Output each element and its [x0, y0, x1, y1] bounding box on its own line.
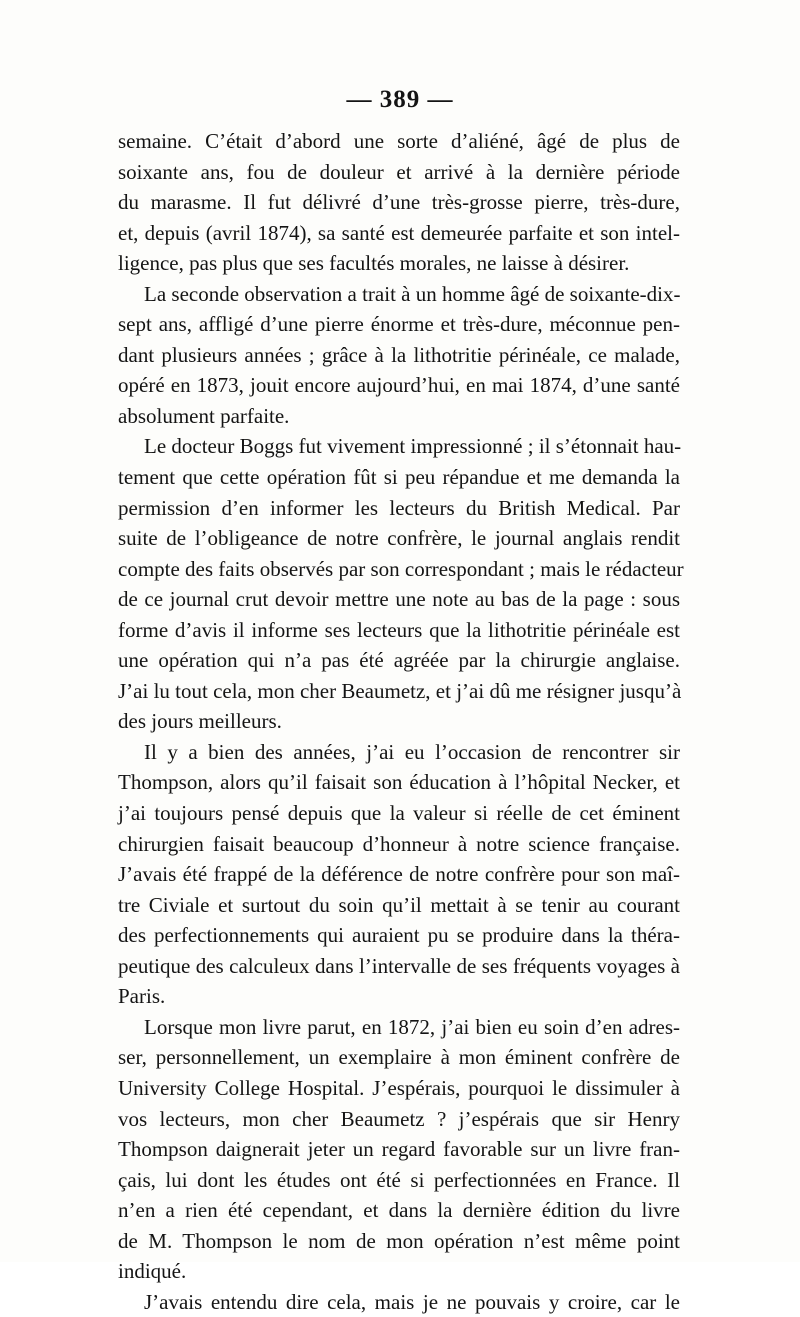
text-line: indiqué. — [118, 1259, 187, 1284]
text-line: des jours meilleurs. — [118, 709, 282, 734]
text-line: ser, personnellement, un exemplaire à mon éminent confrère de — [118, 1045, 680, 1070]
text-line: Le docteur Boggs fut vivement impressionné ; il s’étonnait hau- — [144, 434, 682, 459]
body-text — [118, 126, 684, 1317]
text-line: J’ai lu tout cela, mon cher Beaumetz, et j’ai dû me résigner jusqu’à — [118, 678, 682, 703]
text-line: sept ans, affligé d’une pierre énorme et très-dure, méconnue pen- — [118, 312, 680, 337]
text-line: Thompson daignerait jeter un regard favorable sur un livre fran- — [118, 1137, 680, 1162]
page-number: — 389 — — [346, 86, 454, 113]
text-line: tre Civiale et surtout du soin qu’il mettait à se tenir au courant — [118, 892, 680, 917]
text-line: tement que cette opération fût si peu répandue et me demanda la — [118, 465, 680, 490]
text-line: La seconde observation a trait à un homme âgé de soixante-dix- — [144, 281, 681, 306]
text-line: peutique des calculeux dans l’intervalle de ses fréquents voyages à — [118, 953, 680, 978]
text-line: chirurgien faisait beaucoup d’honneur à notre science française. — [118, 831, 680, 856]
text-line: çais, lui dont les études ont été si perfectionnées en France. Il — [118, 1167, 680, 1192]
text-line: n’en a rien été cependant, et dans la dernière édition du livre — [118, 1198, 680, 1223]
text-line: du marasme. Il fut délivré d’une très-grosse pierre, très-dure, — [118, 190, 680, 215]
text-line: vos lecteurs, mon cher Beaumetz ? j’espérais que sir Henry — [118, 1106, 680, 1131]
text-line: et, depuis (avril 1874), sa santé est demeurée parfaite et son intel- — [118, 220, 680, 245]
text-line: Il y a bien des années, j’ai eu l’occasion de rencontrer sir — [144, 739, 680, 764]
text-line: J’avais entendu dire cela, mais je ne pouvais y croire, car le — [144, 1289, 680, 1314]
text-line: de ce journal crut devoir mettre une note au bas de la page : sous — [118, 587, 680, 612]
text-line: dant plusieurs années ; grâce à la lithotritie périnéale, ce malade, — [118, 342, 680, 367]
text-line: des perfectionnements qui auraient pu se produire dans la théra- — [118, 923, 680, 948]
text-line: opéré en 1873, jouit encore aujourd’hui, en mai 1874, d’une santé — [118, 373, 680, 398]
text-line: J’avais été frappé de la déférence de notre confrère pour son maî- — [118, 862, 680, 887]
text-line: compte des faits observés par son correspondant ; mais le rédacteur — [118, 556, 684, 581]
text-line: Lorsque mon livre parut, en 1872, j’ai bien eu soin d’en adres- — [144, 1014, 680, 1039]
text-line: de M. Thompson le nom de mon opération n’est même point — [118, 1228, 680, 1253]
text-line: soixante ans, fou de douleur et arrivé à la dernière période — [118, 159, 680, 184]
text-line: suite de l’obligeance de notre confrère, le journal anglais rendit — [118, 526, 680, 551]
text-line: semaine. C’était d’abord une sorte d’aliéné, âgé de plus de — [118, 129, 680, 153]
text-line: ligence, pas plus que ses facultés morales, ne laisse à désirer. — [118, 251, 630, 276]
text-line: j’ai toujours pensé depuis que la valeur si réelle de cet éminent — [118, 801, 680, 826]
text-line: forme d’avis il informe ses lecteurs que la lithotritie périnéale est — [118, 617, 680, 642]
text-line: Paris. — [118, 984, 166, 1009]
text-line: Thompson, alors qu’il faisait son éducation à l’hôpital Necker, et — [118, 770, 680, 795]
text-line: University College Hospital. J’espérais, pourquoi le dissimuler à — [118, 1075, 680, 1100]
text-line: une opération qui n’a pas été agréée par la chirurgie anglaise. — [118, 648, 680, 673]
text-line: permission d’en informer les lecteurs du British Medical. Par — [118, 495, 680, 520]
text-line: absolument parfaite. — [118, 403, 290, 428]
